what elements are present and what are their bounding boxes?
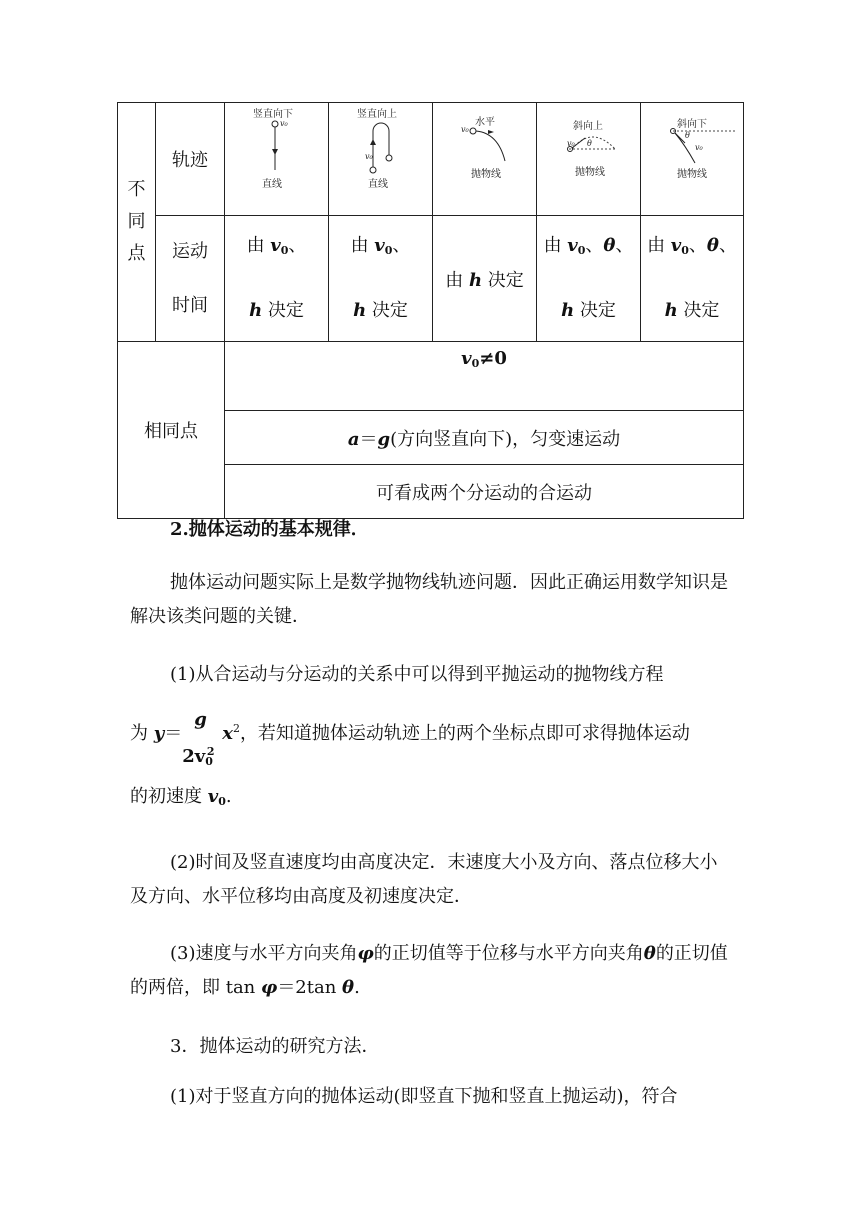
row-label-time: 运动 时间 (156, 216, 225, 342)
time-cell-3: 由 h 决定 (433, 216, 537, 342)
diagram-vertical-up: 竖直向上 v₀ 直线 (329, 103, 433, 216)
paragraph-1: 抛体运动问题实际上是数学抛物线轨迹问题．因此正确运用数学知识是解决该类问题的关键． (130, 572, 728, 627)
same-row-3: 可看成两个分运动的合运动 (225, 465, 744, 519)
same-row-2: a＝g(方向竖直向下)，匀变速运动 (225, 411, 744, 465)
diagram-horizontal: 水平 v₀ 抛物线 (433, 103, 537, 216)
diagram-oblique-down: 斜向下 θ v₀ 抛物线 (641, 103, 744, 216)
row-label-same: 相同点 (118, 342, 225, 519)
comparison-table (117, 102, 744, 519)
same-row-1: $v_0\ne 0$ (225, 342, 744, 411)
time-cell-4: 由 $v_0$、θ、 h 决定 (537, 216, 641, 342)
time-cell-2: 由 $v_0$、 h 决定 (329, 216, 433, 342)
fraction: g $2v_0^2$ (182, 709, 215, 768)
diagram-oblique-up: 斜向上 v₀ θ 抛物线 (537, 103, 641, 216)
row-label-trajectory: 轨迹 (156, 103, 225, 216)
paragraph-4: (3)速度与水平方向夹角φ的正切值等于位移与水平方向夹角θ的正切值的两倍，即 tan φ＝2tan θ. (130, 943, 728, 998)
paragraph-5: (1)对于竖直方向的抛体运动(即竖直下抛和竖直上抛运动)，符合 (170, 1086, 678, 1107)
diagram-vertical-down: 竖直向下 v₀ 直线 (225, 103, 329, 216)
group-label-different: 不 同 点 (118, 103, 156, 342)
time-cell-5: 由 $v_0$、θ、 h 决定 (641, 216, 744, 342)
paragraph-3: (2)时间及竖直速度均由高度决定．末速度大小及方向、落点位移大小及方向、水平位移均由高度及初速度决定． (130, 852, 718, 907)
paragraph-2-line-2: 为 y＝ g $2v_0^2$ $x^2$，若知道抛体运动轨迹上的两个坐标点即可求得抛体运动 (130, 709, 690, 768)
section-heading-3: 3．抛体运动的研究方法． (170, 1036, 380, 1057)
section-heading-2: 2.抛体运动的基本规律． (170, 519, 369, 540)
paragraph-2-line-1: (1)从合运动与分运动的关系中可以得到平抛运动的抛物线方程 (170, 664, 664, 685)
paragraph-2-line-3: 的初速度 $v_0$. (130, 786, 232, 808)
time-cell-1: 由 $v_0$、 h 决定 (225, 216, 329, 342)
